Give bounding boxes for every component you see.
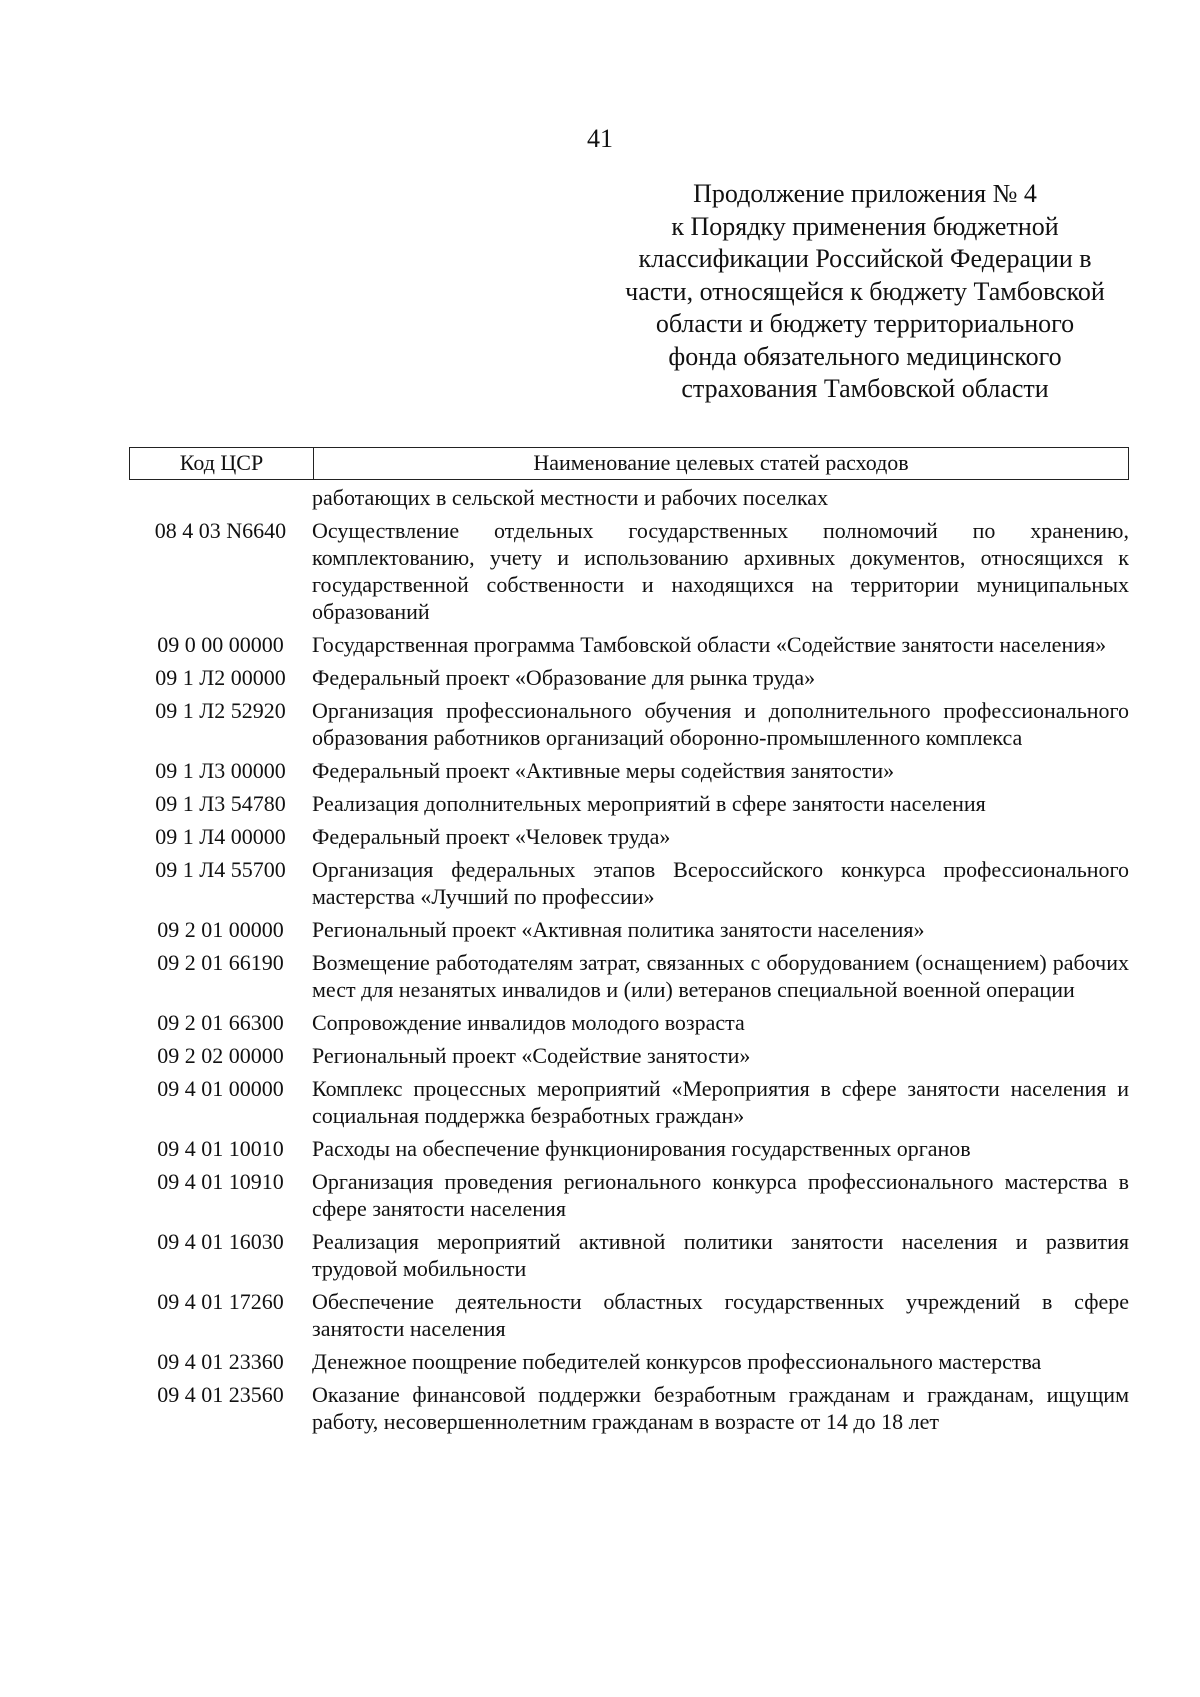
table-row	[129, 1348, 1129, 1375]
row-code: 09 1 Л4 00000	[155, 824, 286, 849]
row-code: 09 1 Л3 00000	[155, 758, 286, 783]
row-code: 09 4 01 00000	[157, 1076, 284, 1101]
row-code: 09 4 01 16030	[157, 1229, 284, 1254]
table-row	[129, 757, 1129, 784]
row-code: 09 1 Л3 54780	[155, 791, 286, 816]
row-name: Реализация мероприятий активной политики занятости населения и развития трудовой мобильности	[312, 1229, 1129, 1281]
row-code: 09 2 01 66300	[157, 1010, 284, 1035]
table-row	[129, 790, 1129, 817]
table-header	[129, 447, 1129, 480]
table-body	[129, 484, 1129, 1441]
table-row	[129, 856, 1129, 910]
table-row	[129, 1042, 1129, 1069]
column-header-code: Код ЦСР	[130, 448, 314, 479]
table-row	[129, 1381, 1129, 1435]
row-name: Возмещение работодателям затрат, связанных с оборудованием (оснащением) рабочих мест для незанятых инвалидов и (или) ветеранов специальной военной операции	[312, 950, 1129, 1002]
table-row	[129, 1168, 1129, 1222]
appendix-header-line: страхования Тамбовской области	[681, 374, 1049, 403]
row-name: Организация проведения регионального конкурса профессионального мастерства в сфере занятости населения	[312, 1169, 1129, 1221]
table-row	[129, 664, 1129, 691]
row-code	[129, 484, 312, 511]
row-name: Организация федеральных этапов Всероссийского конкурса профессионального мастерства «Лучший по профессии»	[312, 857, 1129, 909]
row-code: 09 4 01 17260	[157, 1289, 284, 1314]
row-name: Денежное поощрение победителей конкурсов профессионального мастерства	[312, 1349, 1042, 1374]
row-code: 09 1 Л2 00000	[155, 665, 286, 690]
table-row	[129, 1228, 1129, 1282]
table-row	[129, 916, 1129, 943]
row-name: Федеральный проект «Образование для рынка труда»	[312, 665, 816, 690]
column-header-name: Наименование целевых статей расходов	[533, 450, 909, 475]
table-row	[129, 1135, 1129, 1162]
appendix-header-line: части, относящейся к бюджету Тамбовской	[625, 276, 1105, 306]
row-code: 09 4 01 23360	[157, 1349, 284, 1374]
row-code: 09 0 00 00000	[157, 632, 284, 657]
row-name: Реализация дополнительных мероприятий в сфере занятости населения	[312, 791, 986, 816]
appendix-header-line: Продолжение приложения № 4	[693, 179, 1037, 208]
row-code: 09 1 Л2 52920	[155, 698, 286, 723]
row-name: Федеральный проект «Человек труда»	[312, 824, 671, 849]
row-name: Федеральный проект «Активные меры содействия занятости»	[312, 758, 895, 783]
appendix-header-line: области и бюджету территориального	[655, 309, 1075, 338]
table-row	[129, 949, 1129, 1003]
row-code: 08 4 03 N6640	[154, 518, 287, 543]
table-row-continuation	[129, 484, 1129, 511]
appendix-header-line: классификации Российской Федерации в	[638, 244, 1092, 273]
row-code: 09 4 01 10910	[157, 1169, 284, 1194]
row-name: Региональный проект «Активная политика занятости населения»	[312, 917, 925, 942]
row-name: Организация профессионального обучения и дополнительного профессионального образования работников организаций оборонно-промышленного комплекса	[312, 698, 1129, 750]
row-code: 09 1 Л4 55700	[155, 857, 286, 882]
table-row	[129, 631, 1129, 658]
row-name: Комплекс процессных мероприятий «Мероприятия в сфере занятости населения и социальная поддержка безработных граждан»	[312, 1076, 1129, 1128]
table-row	[129, 517, 1129, 625]
row-code: 09 2 01 00000	[157, 917, 284, 942]
appendix-header	[600, 178, 1130, 406]
table-row	[129, 823, 1129, 850]
row-name: Осуществление отдельных государственных полномочий по хранению, комплектованию, учету и использованию архивных документов, относящихся к государственной собственности и находящихся на территории муниципальных образований	[312, 518, 1129, 624]
row-name: Государственная программа Тамбовской области «Содействие занятости населения»	[312, 632, 1107, 657]
table-row	[129, 1288, 1129, 1342]
row-code: 09 4 01 10010	[157, 1136, 284, 1161]
appendix-header-line: фонда обязательного медицинского	[668, 341, 1062, 371]
row-code: 09 4 01 23560	[157, 1382, 284, 1407]
row-name: Сопровождение инвалидов молодого возраста	[312, 1010, 745, 1035]
row-name: Обеспечение деятельности областных государственных учреждений в сфере занятости населения	[312, 1289, 1129, 1341]
row-code: 09 2 02 00000	[157, 1043, 284, 1068]
row-name: Региональный проект «Содействие занятости»	[312, 1043, 751, 1068]
page-number: 41	[587, 124, 613, 153]
appendix-header-line: к Порядку применения бюджетной	[671, 211, 1059, 241]
table-row	[129, 697, 1129, 751]
row-code: 09 2 01 66190	[157, 950, 284, 975]
row-name: Оказание финансовой поддержки безработным гражданам и гражданам, ищущим работу, несовершеннолетним гражданам в возрасте от 14 до 18 лет	[312, 1382, 1129, 1434]
table-row	[129, 1009, 1129, 1036]
row-name: работающих в сельской местности и рабочих поселках	[312, 485, 829, 510]
table-row	[129, 1075, 1129, 1129]
row-name: Расходы на обеспечение функционирования государственных органов	[312, 1136, 971, 1161]
